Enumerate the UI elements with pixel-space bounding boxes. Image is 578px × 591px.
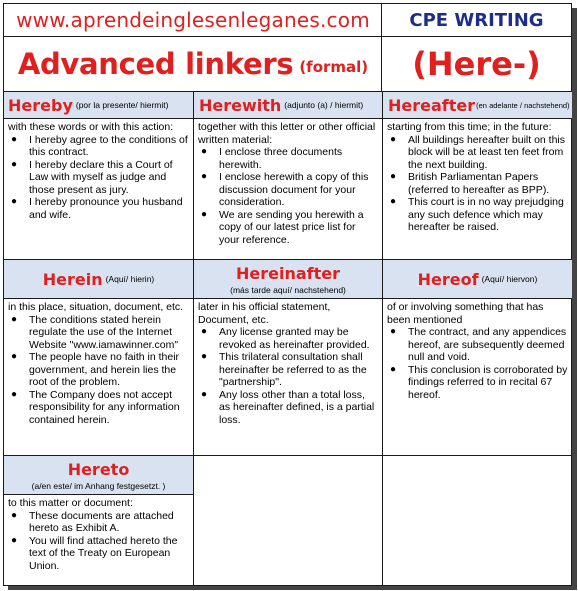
hereof-gloss: (Aquí/ hiervon) <box>481 274 538 284</box>
example-item: ● The conditions stated herein regulate the use of the Internet Website "www.iamawinner.com" <box>11 313 179 351</box>
hereby-body <box>4 119 193 259</box>
hereof-header <box>383 260 572 298</box>
drop-shadow-right <box>572 8 577 588</box>
hereof-word: Hereof <box>417 269 479 289</box>
example-item: ● I enclose three documents herewith. <box>201 146 343 171</box>
example-item: ● This trilateral consultation shall hereinafter be referred to as the "partnership". <box>201 351 367 388</box>
hereinafter-gloss: (más tarde aquí/ nachstehend) <box>230 284 346 295</box>
title-note: (formal) <box>299 58 369 76</box>
hereof-body <box>383 299 572 455</box>
hereinafter-meaning: later in his official statement, Document, etc. <box>198 301 331 326</box>
example-item: ● Any loss other than a total loss, as hereinafter defined, is a partial loss. <box>201 388 375 426</box>
hereafter-examples <box>387 134 568 234</box>
hereto-body <box>4 495 193 585</box>
example-item: ● These documents are attached hereto as Exhibit A. <box>11 509 174 534</box>
cpe-writing-badge: CPE WRITING <box>409 9 544 31</box>
herein-examples <box>8 314 189 427</box>
hereafter-word: Hereafter <box>388 95 476 115</box>
hereby-meaning: with these words or with this action: <box>8 121 174 133</box>
hereto-meaning: to this matter or document: <box>8 497 133 509</box>
hereafter-body <box>383 119 572 259</box>
hereby-header <box>4 92 193 118</box>
example-item: ● You will find attached hereto the text of the Treaty on European Union. <box>11 534 178 572</box>
example-item: ● Any license granted may be revoked as hereinafter provided. <box>201 326 370 351</box>
herein-body <box>4 299 193 455</box>
hereof-examples <box>387 326 568 401</box>
herein-gloss: (Aquí/ hierin) <box>105 274 155 284</box>
herewith-gloss: (adjunto (a) / hiermit) <box>284 100 364 110</box>
hereto-gloss: (a/en este/ im Anhang festgesetzt. ) <box>31 480 166 491</box>
example-item: ● I hereby pronounce you husband and wife. <box>11 196 183 221</box>
hereinafter-header <box>194 260 382 298</box>
hereafter-meaning: starting from this time; in the future: <box>387 121 552 133</box>
example-item: ● The people have no faith in their government, and herein lies the root of the problem. <box>11 351 180 388</box>
empty-cell-right <box>383 456 572 585</box>
hereinafter-body <box>194 299 382 455</box>
example-item: ● I hereby agree to the conditions of this contract. <box>11 133 188 158</box>
group-label: (Here-) <box>412 45 541 83</box>
herewith-body <box>194 119 382 259</box>
hereby-word: Hereby <box>8 95 73 115</box>
herewith-header <box>194 92 382 118</box>
hereto-header <box>4 456 193 494</box>
hereby-examples <box>8 134 189 222</box>
example-item: ● I hereby declare this a Court of Law with myself as judge and those present as jury. <box>11 158 173 196</box>
example-item: ● The contract, and any appendices hereof, are subsequently deemed null and void. <box>390 326 567 363</box>
example-item: ● I enclose herewith a copy of this discussion document for your consideration. <box>201 171 369 208</box>
hereby-gloss: (por la presente/ hiermit) <box>75 100 169 110</box>
herein-meaning: in this place, situation, document, etc. <box>8 301 184 313</box>
title-text: Advanced linkers <box>17 47 294 81</box>
herewith-meaning: together with this letter or other official written material: <box>198 121 376 146</box>
empty-cell-middle <box>194 456 382 585</box>
hereinafter-examples <box>198 326 378 426</box>
hereto-examples <box>8 510 189 573</box>
hereafter-gloss: (en adelante / nachstehend) <box>476 100 570 110</box>
example-item: ● British Parliamentan Papers (referred to hereafter as BPP). <box>390 171 550 196</box>
hereto-word: Hereto <box>67 459 130 479</box>
herein-header <box>4 260 193 298</box>
herein-word: Herein <box>42 269 103 289</box>
herewith-word: Herewith <box>199 95 282 115</box>
hereafter-header <box>383 92 572 118</box>
example-item: ● All buildings hereafter built on this block will be at least ten feet from the next building. <box>390 133 566 171</box>
hereof-meaning: of or involving something that has been mentioned <box>387 301 544 326</box>
example-item: ● We are sending you herewith a copy of our latest price list for your reference. <box>201 208 364 246</box>
page-title <box>4 37 382 91</box>
example-item: ● This court is in no way prejudging any such defence which may hereafter be raised. <box>390 196 564 233</box>
hereinafter-word: Hereinafter <box>235 263 340 283</box>
site-url: www.aprendeinglesenleganes.com <box>16 8 370 32</box>
herewith-examples <box>198 146 378 246</box>
example-item: ● This conclusion is corroborated by findings referred to in recital 67 hereof. <box>390 363 568 401</box>
example-item: ● The Company does not accept responsibility for any information contained herein. <box>11 388 180 426</box>
